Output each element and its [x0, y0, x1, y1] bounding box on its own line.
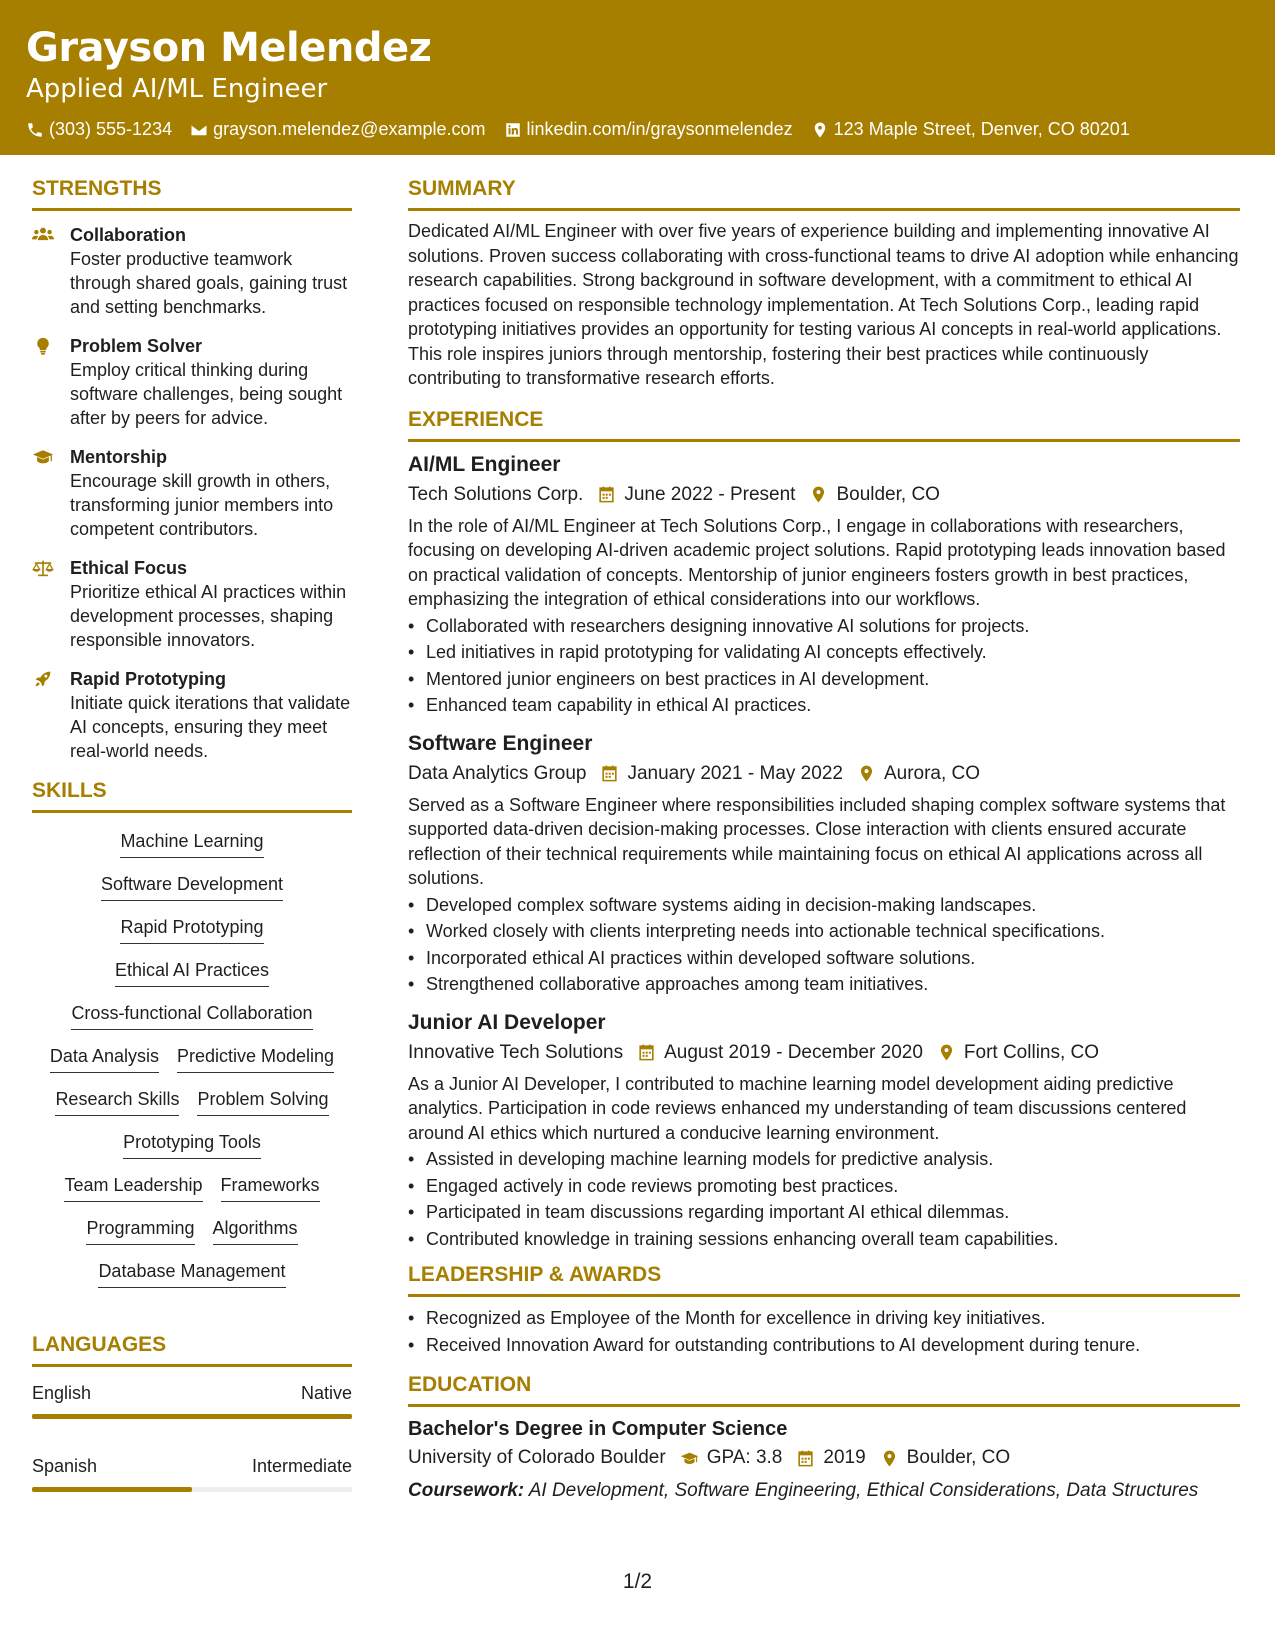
contact-linkedin[interactable] — [504, 119, 793, 140]
balance-scale-icon — [32, 559, 54, 577]
gpa: GPA: 3.8 — [706, 1447, 783, 1468]
job-title: AI/ML Engineer — [408, 452, 561, 476]
skill-tag: Ethical AI Practices — [115, 958, 269, 987]
job-bullet: • Participated in team discussions regarding important AI ethical dilemmas. — [408, 1199, 1240, 1226]
coursework — [408, 1477, 1240, 1505]
envelope-icon — [190, 121, 208, 139]
job-meta — [408, 759, 1240, 789]
job-bullet: • Enhanced team capability in ethical AI practices. — [408, 692, 1240, 719]
page-number: 1/2 — [622, 1570, 653, 1593]
awards-heading: LEADERSHIP & AWARDS — [408, 1262, 1240, 1297]
job-bullet: • Developed complex software systems aiding in decision-making landscapes. — [408, 892, 1240, 919]
job-description: As a Junior AI Developer, I contributed to machine learning model development aiding predictive analytics. Participation in code reviews enhanced my understanding of team discussions centered around AI ethics which nurtured a conducive learning environment. — [408, 1073, 1187, 1143]
experience-heading: EXPERIENCE — [408, 407, 1240, 442]
awards-list — [408, 1305, 1240, 1358]
skills-heading: SKILLS — [32, 778, 352, 813]
candidate-name: Grayson Melendez — [26, 25, 432, 71]
education-heading: EDUCATION — [408, 1372, 1240, 1407]
language-name: Spanish — [32, 1456, 98, 1476]
skill-tag: Rapid Prototyping — [120, 915, 263, 944]
education-meta — [408, 1443, 1240, 1473]
skill-tag: Machine Learning — [120, 829, 263, 858]
job-description: In the role of AI/ML Engineer at Tech Solutions Corp., I engage in collaborations with researchers, focusing on developing AI-driven academic project solutions. Rapid prototyping leads innovation based on practical validation of concepts. Mentorship of junior engineers fosters growth in best practices, emphasizing the integration of ethical considerations into our workflows. — [408, 515, 1226, 609]
skill-tag: Problem Solving — [197, 1087, 328, 1116]
map-marker-icon — [811, 121, 829, 139]
job-bullet: • Incorporated ethical AI practices within developed software solutions. — [408, 945, 1240, 972]
job-bullet: • Collaborated with researchers designing innovative AI solutions for projects. — [408, 613, 1240, 640]
job-location: Fort Collins, CO — [963, 1041, 1100, 1063]
skill-tag: Research Skills — [55, 1087, 179, 1116]
language-row — [32, 1454, 352, 1478]
map-marker-icon — [857, 764, 876, 783]
contact-bar — [26, 119, 1249, 140]
skills-list — [32, 825, 352, 1310]
strength-name: Rapid Prototyping — [70, 669, 226, 689]
contact-email[interactable] — [190, 119, 485, 140]
job-title: Junior AI Developer — [408, 1010, 606, 1034]
resume-header — [0, 0, 1275, 155]
map-marker-icon — [880, 1449, 899, 1468]
language-level-fill — [32, 1487, 192, 1492]
job-bullets — [408, 892, 1240, 998]
award-item: • Received Innovation Award for outstanding contributions to AI development during tenure. — [408, 1332, 1240, 1359]
job-location: Boulder, CO — [836, 483, 940, 505]
school-name: University of Colorado Boulder — [408, 1447, 666, 1468]
phone-text: (303) 555-1234 — [49, 119, 173, 139]
job-meta — [408, 480, 1240, 510]
calendar-icon — [637, 1043, 656, 1062]
award-item: • Recognized as Employee of the Month for excellence in driving key initiatives. — [408, 1305, 1240, 1332]
summary-heading: SUMMARY — [408, 176, 1240, 211]
map-marker-icon — [937, 1043, 956, 1062]
strength-desc: Initiate quick iterations that validate AI concepts, ensuring they meet real-world needs. — [70, 693, 351, 761]
rocket-icon — [32, 670, 54, 688]
calendar-icon — [600, 764, 619, 783]
contact-phone[interactable] — [26, 119, 172, 140]
strength-name: Mentorship — [70, 447, 167, 467]
strength-name: Problem Solver — [70, 336, 203, 356]
linkedin-text: linkedin.com/in/graysonmelendez — [526, 119, 793, 139]
strength-item — [32, 223, 352, 319]
skill-tag: Software Development — [101, 872, 283, 901]
graduation-year: 2019 — [823, 1447, 866, 1468]
language-level-bar — [32, 1414, 352, 1419]
strength-item — [32, 334, 352, 430]
graduation-cap-icon — [680, 1449, 699, 1468]
language-level: Native — [300, 1383, 352, 1403]
language-name: English — [32, 1383, 92, 1403]
job-entry — [408, 450, 1240, 719]
calendar-icon — [597, 485, 616, 504]
strength-item — [32, 667, 352, 763]
job-dates: June 2022 - Present — [624, 483, 796, 505]
language-level: Intermediate — [251, 1456, 352, 1476]
left-column — [32, 176, 352, 1527]
linkedin-icon — [504, 121, 522, 139]
skill-tag: Cross-functional Collaboration — [71, 1001, 312, 1030]
skill-tag: Predictive Modeling — [177, 1044, 334, 1073]
job-entry — [408, 729, 1240, 998]
strength-name: Ethical Focus — [70, 558, 188, 578]
job-bullets — [408, 1146, 1240, 1252]
skill-tag: Team Leadership — [64, 1173, 202, 1202]
school-location: Boulder, CO — [906, 1447, 1011, 1468]
strengths-heading: STRENGTHS — [32, 176, 352, 211]
phone-icon — [26, 121, 44, 139]
coursework-list: AI Development, Software Engineering, Ethical Considerations, Data Structures — [528, 1480, 1199, 1501]
lightbulb-icon — [32, 337, 54, 355]
job-bullets — [408, 613, 1240, 719]
skill-tag: Database Management — [98, 1259, 285, 1288]
coursework-label: Coursework: — [408, 1480, 525, 1501]
contact-address — [811, 119, 1130, 140]
job-location: Aurora, CO — [883, 762, 981, 784]
address-text: 123 Maple Street, Denver, CO 80201 — [833, 119, 1130, 139]
skill-tag: Data Analysis — [50, 1044, 159, 1073]
strength-name: Collaboration — [70, 225, 186, 245]
job-meta — [408, 1038, 1240, 1068]
job-dates: January 2021 - May 2022 — [627, 762, 843, 784]
skill-tag: Prototyping Tools — [123, 1130, 261, 1159]
languages-heading: LANGUAGES — [32, 1332, 352, 1367]
job-company: Tech Solutions Corp. — [408, 483, 584, 505]
language-level-bar — [32, 1487, 352, 1492]
map-marker-icon — [809, 485, 828, 504]
language-row — [32, 1381, 352, 1405]
strength-item — [32, 556, 352, 652]
job-bullet: • Assisted in developing machine learning models for predictive analysis. — [408, 1146, 1240, 1173]
job-entry — [408, 1008, 1240, 1253]
degree-title: Bachelor's Degree in Computer Science — [408, 1418, 788, 1440]
job-bullet: • Strengthened collaborative approaches among team initiatives. — [408, 971, 1240, 998]
job-description: Served as a Software Engineer where responsibilities included shaping complex software systems that supported data-driven decision-making processes. Close interaction with clients ensured accurate reflection of their technical requirements while maintaining focus on ethical AI applications across all solutions. — [408, 794, 1226, 888]
strength-item — [32, 445, 352, 541]
job-company: Data Analytics Group — [408, 762, 587, 784]
job-bullet: • Engaged actively in code reviews promoting best practices. — [408, 1173, 1240, 1200]
job-bullet: • Mentored junior engineers on best practices in AI development. — [408, 666, 1240, 693]
skill-tag: Programming — [86, 1216, 194, 1245]
strength-desc: Foster productive teamwork through shared goals, gaining trust and setting benchmarks. — [70, 249, 348, 317]
job-bullet: • Contributed knowledge in training sessions enhancing overall team capabilities. — [408, 1226, 1240, 1253]
email-text: grayson.melendez@example.com — [213, 119, 486, 139]
candidate-title: Applied AI/ML Engineer — [26, 74, 328, 104]
right-column — [408, 176, 1240, 1505]
job-bullet: • Led initiatives in rapid prototyping for validating AI concepts effectively. — [408, 639, 1240, 666]
graduation-cap-icon — [32, 448, 54, 466]
skill-tag: Algorithms — [213, 1216, 298, 1245]
users-icon — [32, 226, 54, 244]
job-bullet: • Worked closely with clients interpreting needs into actionable technical specifications. — [408, 918, 1240, 945]
summary-text: Dedicated AI/ML Engineer with over five years of experience building and implementing innovative AI solutions. Proven success collaborating with cross-functional teams to drive AI adoption while enhancing research capabilities. Strong background in software development, with a commitment to ethical AI practices focused on responsible technology implementation. At Tech Solutions Corp., leading rapid prototyping initiatives provides an opportunity for testing various AI concepts in real-world applications. This role inspires juniors through mentorship, fostering their best practices while continuously contributing to transformative research efforts. — [408, 221, 1239, 388]
calendar-icon — [796, 1449, 815, 1468]
strength-desc: Employ critical thinking during software challenges, being sought after by peers for advice. — [70, 360, 343, 428]
skill-tag: Frameworks — [221, 1173, 320, 1202]
job-dates: August 2019 - December 2020 — [664, 1041, 923, 1063]
job-title: Software Engineer — [408, 731, 593, 755]
job-company: Innovative Tech Solutions — [408, 1041, 624, 1063]
strength-desc: Encourage skill growth in others, transforming junior members into competent contributors. — [70, 471, 334, 539]
strength-desc: Prioritize ethical AI practices within development processes, shaping responsible innovators. — [70, 582, 347, 650]
language-level-fill — [32, 1414, 352, 1419]
languages-list — [32, 1381, 352, 1492]
